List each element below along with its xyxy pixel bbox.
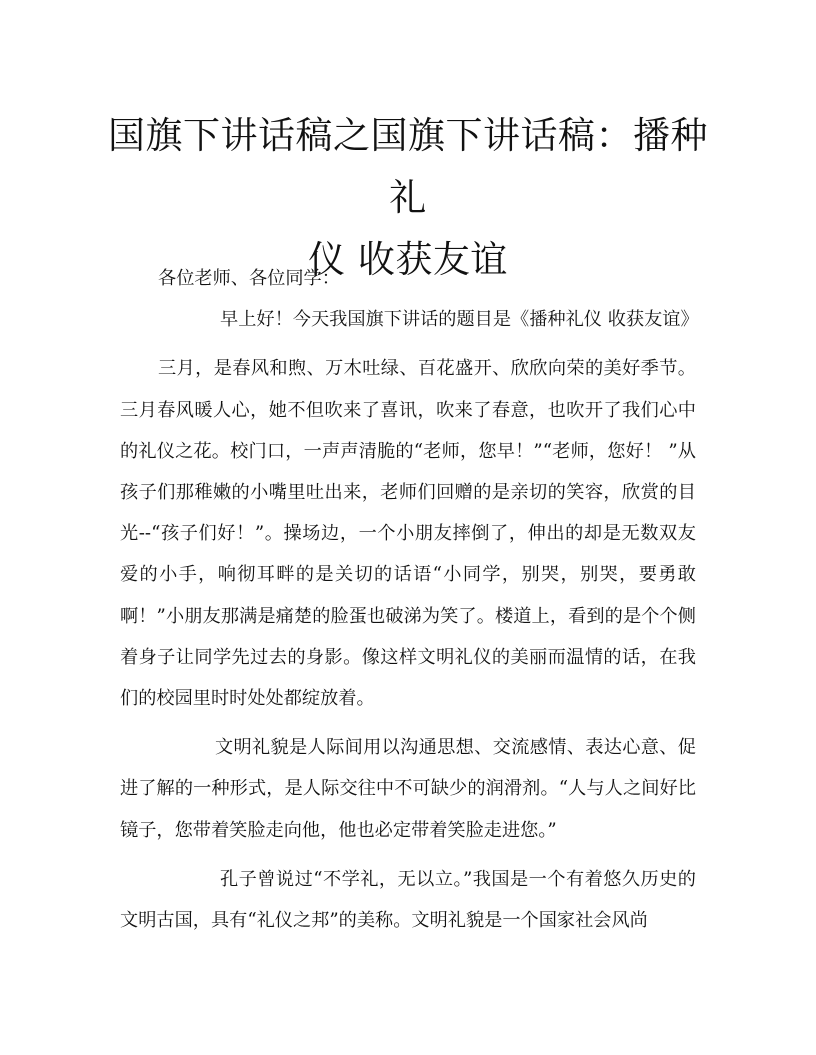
body-paragraph: 文明礼貌是人际间用以沟通思想、交流感情、表达心意、促进了解的一种形式，是人际交往中不可缺少的润滑剂。“人与人之间好比镜子，您带着笑脸走向他，他也必定带着笑脸走进您。” [120, 737, 696, 841]
greeting-paragraph: 早上好！今天我国旗下讲话的题目是《播种礼仪 收获友谊》 [220, 309, 699, 331]
title-line-1: 国旗下讲话稿之国旗下讲话稿：播种礼 [108, 114, 708, 219]
body-paragraph: 三月，是春风和煦、万木吐绿、百花盛开、欣欣向荣的美好季节。三月春风暖人心，她不但吹来了喜讯，吹来了春意，也吹开了我们心中的礼仪之花。校门口，一声声清脆的“老师，您早！”“老师，您好！ ”从孩子们那稚嫩的小嘴里吐出来，老师们回赠的是亲切的笑容，欣赏的目光--“孩子们好！”。操场边，一个小朋友摔倒了，伸出的却是无数双友爱的小手，响彻耳畔的是关切的话语“小同学，别哭，别哭，要勇敢啊！”小朋友那满是痛楚的脸蛋也破涕为笑了。楼道上，看到的是个个侧着身子让同学先过去的身影。像这样文明礼仪的美丽而温情的话，在我们的校园里时时处处都绽放着。 [120, 358, 696, 710]
document-body [120, 258, 699, 941]
title-line-2: 仪 收获友谊 [308, 238, 508, 281]
body-paragraph: 孔子曾说过“不学礼，无以立。”我国是一个有着悠久历史的文明古国，具有“礼仪之邦”的美称。文明礼貌是一个国家社会风尚 [120, 868, 696, 932]
salutation-paragraph: 各位老师、各位同学： [158, 268, 340, 289]
